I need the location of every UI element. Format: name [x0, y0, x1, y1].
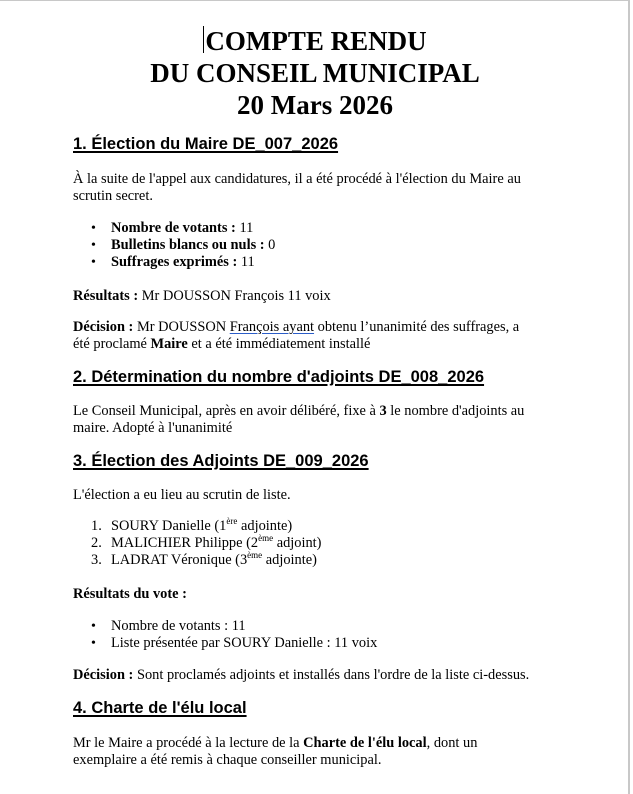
decision-text: obtenu l’unanimité des suffrages, a [314, 319, 520, 335]
section-1-intro [73, 171, 563, 205]
list-number: 2. [91, 535, 102, 551]
section-1-results [73, 288, 563, 305]
adjoint-role: adjointe) [237, 518, 293, 534]
adjoint-role: adjointe) [262, 552, 317, 568]
item-value: 11 [237, 254, 255, 270]
section-1-heading: 1. Élection du Maire DE_007_2026 [73, 135, 339, 153]
adjoint-item [111, 535, 321, 552]
section-4-line-2: exemplaire a été remis à chaque conseiller municipal. [73, 752, 382, 768]
grammar-flagged-text[interactable]: François ayant [229, 319, 315, 335]
decision-line-1 [73, 319, 563, 336]
decision-text: et a été immédiatement installé [187, 336, 371, 352]
ordinal-suffix: ère [226, 516, 238, 526]
bullet-icon: • [91, 238, 96, 253]
bullet-icon: • [91, 619, 96, 634]
adjoints-count: 3 [379, 403, 387, 419]
adjoint-item [111, 552, 317, 569]
body-text: Mr le Maire a procédé à la lecture de la [73, 735, 304, 751]
decision-label: Décision : [73, 319, 134, 335]
vote-bullet-item: Liste présentée par SOURY Danielle : 11 voix [111, 635, 378, 651]
vote-results-label: Résultats du vote : [73, 586, 187, 602]
section-3-decision [73, 667, 593, 684]
item-label: Nombre de votants : [111, 220, 236, 236]
bullet-icon: • [91, 221, 96, 236]
document-title-line-2: DU CONSEIL MUNICIPAL [150, 58, 480, 88]
section-3-intro: L'élection a eu lieu au scrutin de liste. [73, 487, 291, 503]
body-text: le nombre d'adjoints au [386, 403, 525, 419]
bullet-icon: • [91, 636, 96, 651]
decision-text: Sont proclamés adjoints et installés dans l'ordre de la liste ci-dessus. [133, 667, 530, 683]
section-2-heading: 2. Détermination du nombre d'adjoints DE_008_2026 [73, 368, 485, 386]
section-2-body [73, 403, 563, 437]
section-4-line-1 [73, 735, 563, 752]
votes-count-item [111, 220, 253, 237]
adjoint-role: adjoint) [273, 535, 322, 551]
decision-text: été proclamé [73, 336, 151, 352]
votes-cast-item [111, 254, 255, 271]
section-4-heading: 4. Charte de l'élu local [73, 699, 247, 717]
item-value: 11 [235, 220, 254, 236]
document-title-line-1 [0, 25, 630, 57]
section-2-line-2: maire. Adopté à l'unanimité [73, 420, 233, 436]
decision-line-2 [73, 336, 563, 353]
decision-bold-maire: Maire [150, 336, 188, 352]
section-1-decision [73, 319, 563, 353]
vote-results-heading [73, 586, 563, 603]
results-text: Mr DOUSSON François 11 voix [138, 288, 331, 304]
section-1-intro-line-2: scrutin secret. [73, 188, 153, 204]
adjoint-name: MALICHIER Philippe (2 [111, 535, 259, 551]
ordinal-suffix: ème [258, 533, 274, 543]
blank-ballots-item [111, 237, 275, 254]
section-3-heading: 3. Élection des Adjoints DE_009_2026 [73, 452, 369, 470]
vote-bullet-item: Nombre de votants : 11 [111, 618, 246, 634]
adjoint-name: LADRAT Véronique (3 [111, 552, 248, 568]
list-number: 1. [91, 518, 102, 534]
section-2-line-1 [73, 403, 563, 420]
document-title-date: 20 Mars 2026 [237, 90, 393, 120]
body-text: , dont un [426, 735, 478, 751]
item-value: 0 [264, 237, 276, 253]
ordinal-suffix: ème [247, 550, 263, 560]
results-label: Résultats : [73, 288, 139, 304]
list-number: 3. [91, 552, 102, 568]
item-label: Bulletins blancs ou nuls : [111, 237, 265, 253]
decision-label: Décision : [73, 667, 134, 683]
decision-text: Mr DOUSSON [133, 319, 230, 335]
section-1-intro-line-1: À la suite de l'appel aux candidatures, il a été procédé à l'élection du Maire au [73, 171, 521, 187]
body-text: Le Conseil Municipal, après en avoir délibéré, fixe à [73, 403, 380, 419]
title-text: COMPTE RENDU [205, 26, 427, 56]
adjoint-name: SOURY Danielle (1 [111, 518, 227, 534]
item-label: Suffrages exprimés : [111, 254, 238, 270]
section-4-body [73, 735, 563, 769]
bullet-icon: • [91, 255, 96, 270]
charter-name: Charte de l'élu local [303, 735, 427, 751]
